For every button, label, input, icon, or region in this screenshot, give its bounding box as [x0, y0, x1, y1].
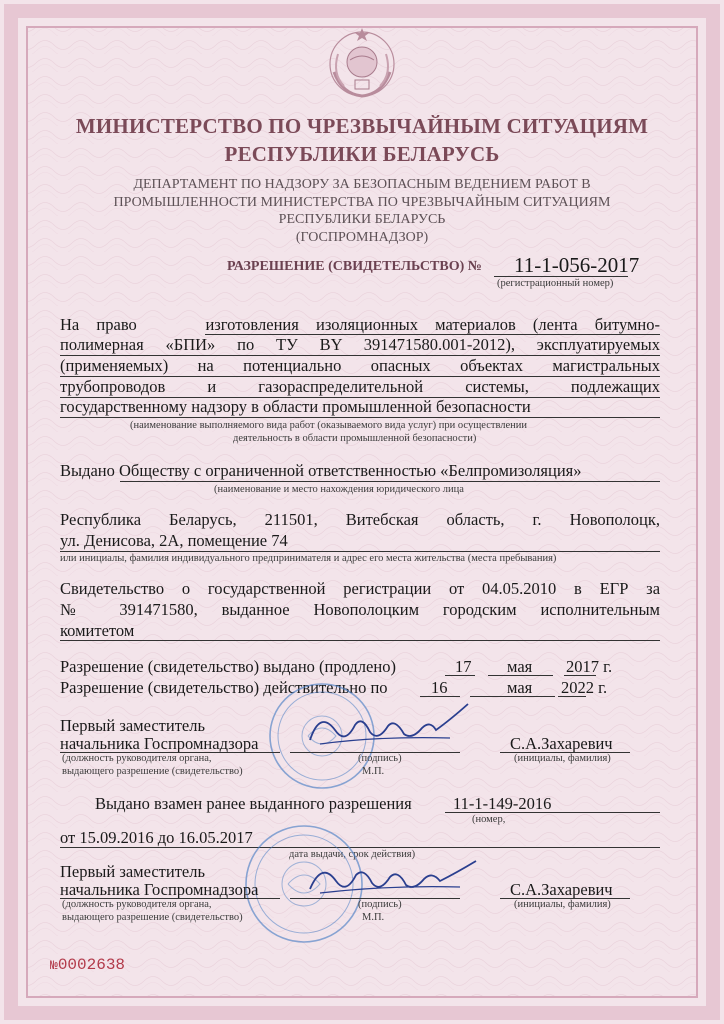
- replacement-dates: от 15.09.2016 до 16.05.2017: [60, 828, 253, 847]
- signature-1: [300, 700, 470, 760]
- issued-to-name-caption: (наименование и место нахождения юридического лица: [214, 484, 464, 495]
- address-caption: или инициалы, фамилия индивидуального предпринимателя и адрес его места жительства (места пребывания): [60, 553, 557, 564]
- address-line1: Республика Беларусь, 211501, Витебская область, г. Новополоцк,: [60, 510, 660, 529]
- replacement-number-caption: (номер,: [472, 814, 506, 825]
- department-line1: ДЕПАРТАМЕНТ ПО НАДЗОРУ ЗА БЕЗОПАСНЫМ ВЕДЕНИЕМ РАБОТ В: [133, 177, 591, 192]
- issued-year: 2017 г.: [566, 657, 613, 676]
- valid-label: Разрешение (свидетельство) действительно по: [60, 678, 388, 697]
- serial-digits: 0002638: [57, 956, 126, 974]
- sig2-position-caption1: (должность руководителя органа,: [62, 899, 212, 910]
- activity-line1: [60, 315, 660, 335]
- sig2-stamp-caption: М.П.: [362, 912, 385, 923]
- sig1-name-caption: (инициалы, фамилия): [514, 753, 611, 764]
- sig1-position-caption2: выдающего разрешение (свидетельство): [62, 766, 243, 777]
- sig2-position-line1: Первый заместитель: [60, 862, 205, 881]
- replacement-label: Выдано взамен ранее выданного разрешения: [95, 794, 412, 813]
- registration-line3: комитетом: [60, 621, 135, 640]
- issued-label: Разрешение (свидетельство) выдано (продлено): [60, 657, 396, 676]
- ministry-title-line2: РЕСПУБЛИКИ БЕЛАРУСЬ: [224, 142, 500, 166]
- activity-prefix: На право: [60, 315, 137, 334]
- permit-number-caption: (регистрационный номер): [497, 278, 614, 289]
- permit-title: РАЗРЕШЕНИЕ (СВИДЕТЕЛЬСТВО) №: [227, 259, 482, 274]
- activity-line5: государственному надзору в области промышленной безопасности: [60, 397, 531, 416]
- valid-year: 2022 г.: [561, 678, 608, 697]
- activity-line3: (применяемых) на потенциально опасных объектах магистральных: [60, 356, 660, 375]
- sig1-sign-caption: (подпись): [358, 753, 402, 764]
- issued-to-prefix: Выдано: [60, 461, 115, 480]
- belarus-emblem-icon: [322, 24, 402, 100]
- sig2-position-caption2: выдающего разрешение (свидетельство): [62, 912, 243, 923]
- registration-date: от 04.05.2010 в ЕГР за: [449, 579, 661, 598]
- activity-text-line1: изготовления изоляционных материалов (лента битумно-: [205, 315, 660, 334]
- issued-to-name: Обществу с ограниченной ответственностью «Белпромизоляция»: [119, 461, 582, 480]
- issued-month: мая: [507, 657, 533, 676]
- sig1-position-line1: Первый заместитель: [60, 716, 205, 735]
- activity-line4: трубопроводов и газораспределительной системы, подлежащих: [60, 377, 660, 396]
- sig1-position-caption1: (должность руководителя органа,: [62, 753, 212, 764]
- registration-line1: [60, 579, 660, 599]
- sig1-stamp-caption: М.П.: [362, 766, 385, 777]
- issued-day: 17: [455, 657, 472, 676]
- registration-label: Свидетельство о государственной регистрации: [60, 579, 432, 598]
- serial-symbol: №: [50, 958, 58, 973]
- issued-to: [60, 461, 582, 481]
- serial-number: [50, 956, 125, 974]
- permit-number: 11-1-056-2017: [514, 253, 640, 277]
- activity-caption2: деятельность в области промышленной безопасности): [233, 433, 477, 444]
- address-line2: ул. Денисова, 2А, помещение 74: [60, 531, 288, 550]
- sig2-sign-caption: (подпись): [358, 899, 402, 910]
- replacement-number: 11-1-149-2016: [453, 794, 552, 813]
- replacement-dates-caption: дата выдачи, срок действия): [289, 849, 416, 860]
- sig2-name-caption: (инициалы, фамилия): [514, 899, 611, 910]
- valid-day: 16: [431, 678, 448, 697]
- department-line3: РЕСПУБЛИКИ БЕЛАРУСЬ: [278, 212, 446, 227]
- sig1-position-line2: начальника Госпромнадзора: [60, 734, 259, 753]
- sig2-name: С.А.Захаревич: [510, 880, 613, 899]
- sig1-name: С.А.Захаревич: [510, 734, 613, 753]
- valid-month: мая: [507, 678, 533, 697]
- sig2-position-line2: начальника Госпромнадзора: [60, 880, 259, 899]
- activity-caption1: (наименование выполняемого вида работ (оказываемого вида услуг) при осуществлении: [130, 420, 528, 431]
- ministry-title-line1: МИНИСТЕРСТВО ПО ЧРЕЗВЫЧАЙНЫМ СИТУАЦИЯМ: [75, 114, 649, 138]
- department-line4: (ГОСПРОМНАДЗОР): [295, 230, 429, 245]
- department-line2: ПРОМЫШЛЕННОСТИ МИНИСТЕРСТВА ПО ЧРЕЗВЫЧАЙНЫМ СИТУАЦИЯМ: [113, 195, 611, 210]
- registration-line2: № 391471580, выданное Новополоцким городским исполнительным: [60, 600, 660, 619]
- activity-line2: полимерная «БПИ» по ТУ BY 391471580.001-2012), эксплуатируемых: [60, 335, 660, 354]
